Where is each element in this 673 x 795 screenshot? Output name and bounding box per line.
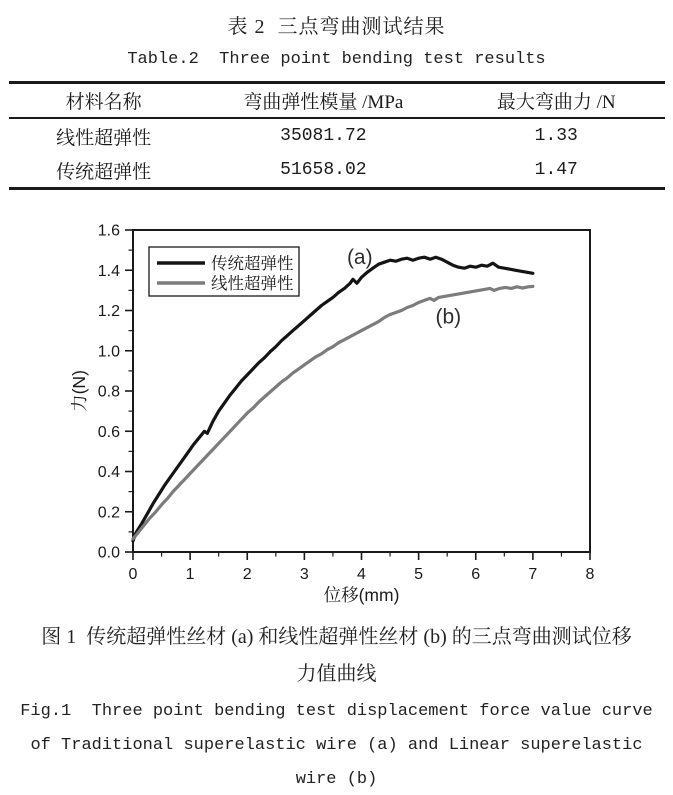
figure-caption-cn-line1: 图 1 传统超弹性丝材 (a) 和线性超弹性丝材 (b) 的三点弯曲测试位移 [41, 626, 632, 648]
x-tick-label: 2 [242, 566, 252, 583]
y-tick-label: 0.6 [97, 423, 120, 441]
figure-caption-en-line2: of Traditional superelastic wire (a) and Linear superelastic [30, 736, 643, 755]
x-tick-label: 1 [185, 566, 195, 583]
y-tick-label: 1.4 [97, 262, 120, 280]
y-tick-label: 1.0 [97, 343, 120, 361]
x-tick-label: 7 [528, 566, 538, 583]
table-title-cn: 表 2 三点弯曲测试结果 [227, 16, 446, 38]
legend-label: 线性超弹性 [211, 275, 294, 293]
figure-caption-en-line3: wire (b) [295, 770, 378, 789]
col-header-max-force: 最大弯曲力 /N [496, 92, 616, 113]
cell-modulus: 51658.02 [280, 160, 367, 180]
col-header-material: 材料名称 [65, 92, 142, 113]
figure-caption-cn-line2: 力值曲线 [296, 663, 377, 685]
x-tick-label: 8 [585, 566, 595, 583]
cell-max-force: 1.33 [534, 126, 578, 146]
x-tick-label: 5 [414, 566, 424, 583]
table-title-en: Table.2 Three point bending test results [127, 50, 546, 69]
y-tick-label: 0.8 [97, 383, 120, 401]
table-row [9, 153, 665, 189]
y-tick-label: 1.2 [97, 303, 120, 320]
cell-max-force: 1.47 [534, 160, 578, 180]
x-tick-label: 4 [357, 566, 366, 583]
x-tick-label: 6 [471, 566, 481, 583]
y-tick-label: 0.0 [97, 544, 120, 562]
figure-caption-en-line1: Fig.1 Three point bending test displacement force value curve [20, 702, 653, 721]
col-header-modulus: 弯曲弹性模量 /MPa [243, 92, 404, 113]
table-header-row [9, 83, 665, 119]
y-tick-label: 0.2 [97, 504, 120, 522]
bending-test-line-chart [71, 212, 621, 608]
results-table [9, 81, 665, 190]
figure-caption [0, 620, 673, 789]
y-tick-label: 1.6 [97, 222, 120, 240]
cell-material: 传统超弹性 [56, 161, 152, 183]
figure-1 [0, 212, 673, 789]
curve-annotation: (b) [435, 305, 462, 329]
table-row [9, 118, 665, 153]
cell-modulus: 35081.72 [280, 126, 367, 146]
x-tick-label: 3 [299, 566, 309, 583]
series-line-linear [133, 286, 533, 539]
cell-material: 线性超弹性 [56, 127, 152, 149]
chart-area [71, 212, 621, 608]
y-tick-label: 0.4 [97, 464, 120, 481]
x-tick-label: 0 [128, 566, 138, 583]
series-line-traditional [133, 257, 533, 541]
legend-label: 传统超弹性 [211, 255, 294, 273]
x-axis-title: 位移(mm) [323, 585, 400, 605]
curve-annotation: (a) [346, 246, 373, 270]
y-axis-title: 力(N) [71, 370, 89, 412]
